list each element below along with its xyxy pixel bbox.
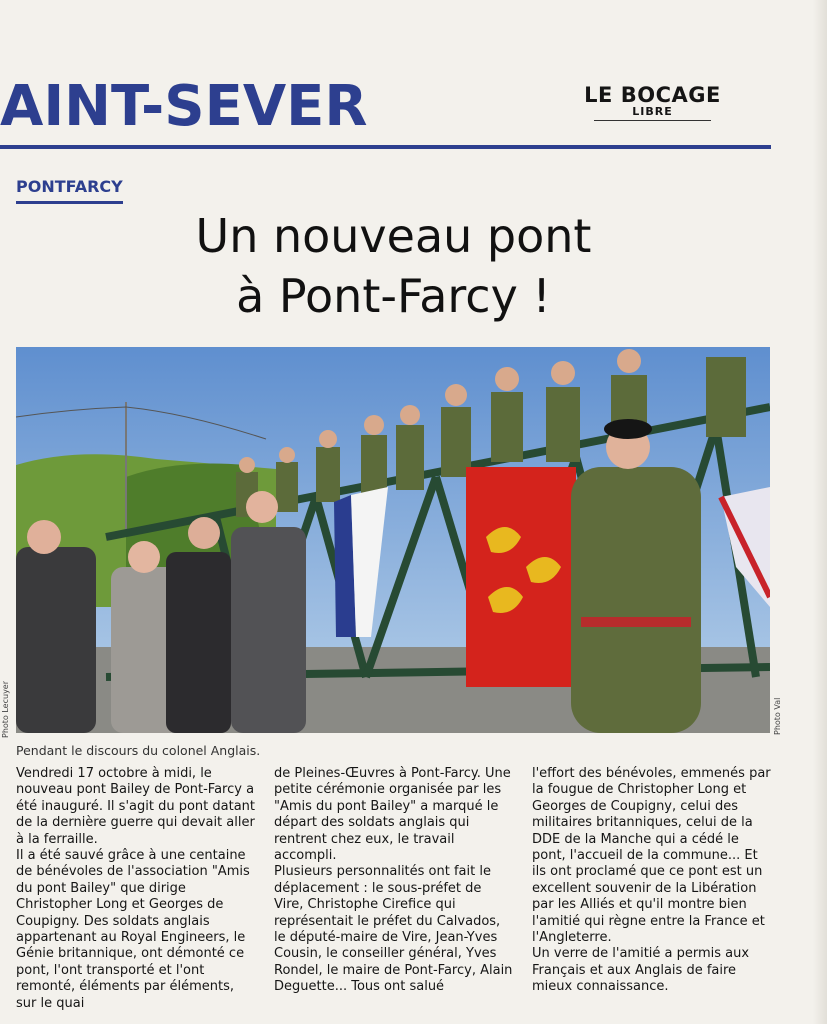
paragraph: Plusieurs personnalités ont fait le déplacement : le sous-préfet de Vire, Christophe Cirefice qui représentait le préfet du Calvados, le député-maire de Vire, Jean-Yves Cousin, le conseiller général, Yves Rondel, le maire de Pont-Farcy, Alain Deguette... Tous ont salué <box>274 864 513 995</box>
article-column-1 <box>16 766 256 1012</box>
masthead-name: LE BOCAGE <box>584 83 721 107</box>
paragraph: de Pleines-Œuvres à Pont-Farcy. Une petite cérémonie organisée par les "Amis du pont Bailey" a marqué le départ des soldats anglais qui rentrent chez eux, le travail accompli. <box>274 766 511 864</box>
page-edge <box>813 0 827 1024</box>
photo-caption: Pendant le discours du colonel Anglais. <box>16 743 261 758</box>
header-rule <box>0 145 771 149</box>
normandy-flag <box>466 467 576 687</box>
paragraph: Il a été sauvé grâce à une centaine de bénévoles de l'association "Amis du pont Bailey" que dirige Christopher Long et Georges de Coupigny. Des soldats anglais appartenant au Royal Engineers, le Génie britannique, ont démonté ce pont, l'ont transporté et l'ont remonté, éléments par éléments, sur le quai <box>16 848 250 1011</box>
article-column-3 <box>532 766 772 996</box>
paragraph: Un verre de l'amitié a permis aux Français et aux Anglais de faire mieux connaissance. <box>532 946 750 995</box>
section-title: AINT-SEVER <box>0 74 368 139</box>
bridge-ceremony-illustration <box>16 347 770 733</box>
article-photo <box>16 347 770 733</box>
article-headline <box>16 206 771 326</box>
newspaper-masthead <box>580 84 725 121</box>
article-column-2 <box>274 766 514 996</box>
paragraph: Vendredi 17 octobre à midi, le nouveau pont Bailey de Pont-Farcy a été inauguré. Il s'agit du pont datant de la dernière guerre qui devait aller à la ferraille. <box>16 766 255 847</box>
paragraph: l'effort des bénévoles, emmenés par la fougue de Christopher Long et Georges de Coupigny, celui des militaires britanniques, celui de la DDE de la Manche qui a cédé le pont, l'accueil de la commune... Et ils ont proclamé que ce pont est un excellent souvenir de la Libération par les Alliés et qu'il montre bien l'amitié qui règne entre la France et l'Angleterre. <box>532 766 771 946</box>
rubric-label: PONTFARCY <box>16 177 123 204</box>
headline-line-2: à Pont-Farcy ! <box>236 269 551 323</box>
headline-line-1: Un nouveau pont <box>195 209 592 263</box>
photo-credit-left: Photo Lecuyer <box>1 680 10 738</box>
masthead-subtitle: LIBRE <box>632 105 673 118</box>
photo-credit-right: Photo Val <box>773 697 782 735</box>
masthead-rule <box>594 120 711 121</box>
